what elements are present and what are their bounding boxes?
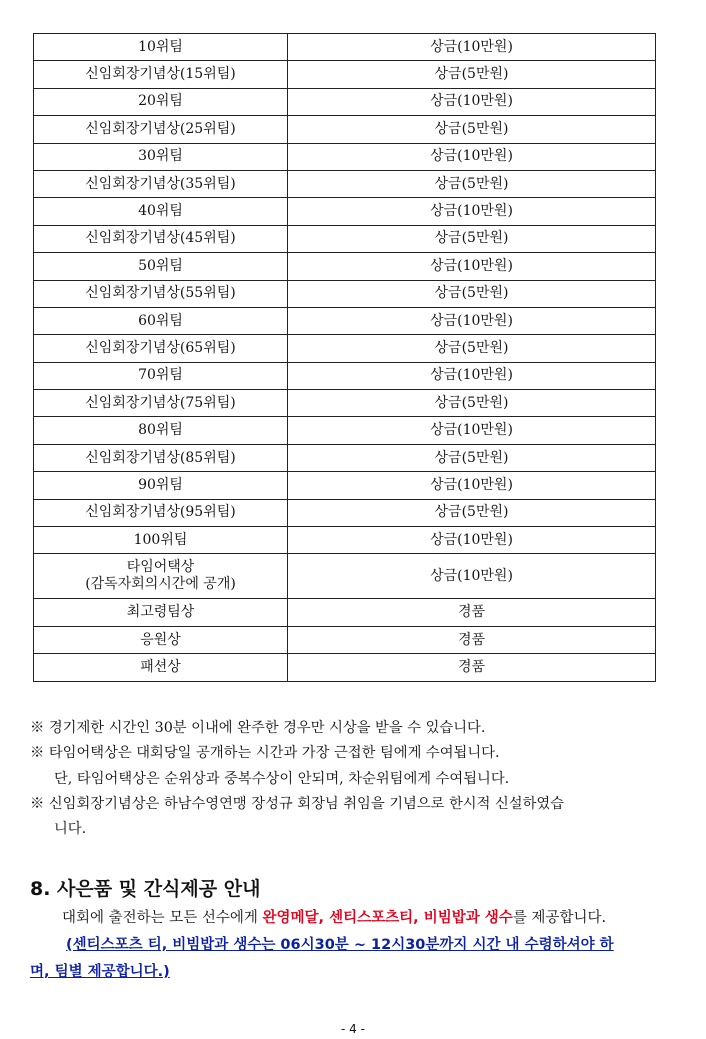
category-cell: 패션상 xyxy=(34,654,288,681)
table-row xyxy=(34,335,656,362)
table-row-time-attack xyxy=(34,554,656,599)
note-time-limit: ※ 경기제한 시간인 30분 이내에 완주한 경우만 시상을 받을 수 있습니다. xyxy=(30,720,486,736)
category-cell xyxy=(34,554,288,599)
table-row xyxy=(34,626,656,653)
prize-cell: 상금(5만원) xyxy=(288,390,656,417)
pickup-note-line1 xyxy=(30,932,680,959)
gift-text-start: 대회에 출전하는 모든 선수에게 xyxy=(62,910,263,926)
table-row xyxy=(34,198,656,225)
table-row xyxy=(34,253,656,280)
category-cell: 최고령팀상 xyxy=(34,599,288,626)
category-cell: 70위팀 xyxy=(34,362,288,389)
prize-cell: 경품 xyxy=(288,626,656,653)
pickup-note-line2 xyxy=(30,959,680,986)
table-row xyxy=(34,527,656,554)
table-row xyxy=(34,307,656,334)
category-cell: 신임회장기념상(35위팀) xyxy=(34,170,288,197)
table-row xyxy=(34,280,656,307)
category-cell: 80위팀 xyxy=(34,417,288,444)
pickup-note-text2: 며, 팀별 제공합니다.) xyxy=(30,964,170,980)
prize-cell: 상금(5만원) xyxy=(288,225,656,252)
prize-cell: 상금(10만원) xyxy=(288,307,656,334)
table-row xyxy=(34,143,656,170)
category-cell: 신임회장기념상(15위팀) xyxy=(34,61,288,88)
time-attack-note: (감독자회의시간에 공개) xyxy=(85,576,236,593)
notes-block xyxy=(30,716,680,842)
table-row xyxy=(34,225,656,252)
category-cell: 신임회장기념상(65위팀) xyxy=(34,335,288,362)
category-cell: 100위팀 xyxy=(34,527,288,554)
prize-cell: 상금(10만원) xyxy=(288,253,656,280)
prize-cell: 상금(10만원) xyxy=(288,472,656,499)
table-row xyxy=(34,417,656,444)
category-cell: 30위팀 xyxy=(34,143,288,170)
prize-cell: 상금(10만원) xyxy=(288,417,656,444)
prize-cell: 상금(5만원) xyxy=(288,280,656,307)
category-cell: 신임회장기념상(75위팀) xyxy=(34,390,288,417)
table-row xyxy=(34,599,656,626)
prize-cell: 상금(5만원) xyxy=(288,499,656,526)
category-cell: 신임회장기념상(55위팀) xyxy=(34,280,288,307)
gift-text-end: 를 제공합니다. xyxy=(512,910,607,926)
prize-cell: 상금(5만원) xyxy=(288,444,656,471)
table-row xyxy=(34,362,656,389)
category-cell: 40위팀 xyxy=(34,198,288,225)
table-row xyxy=(34,170,656,197)
prize-cell: 상금(10만원) xyxy=(288,143,656,170)
prize-cell: 상금(10만원) xyxy=(288,198,656,225)
note-president-award: ※ 신임회장기념상은 하남수영연맹 장성규 회장님 취임을 기념으로 한시적 신설하였습 xyxy=(30,795,565,812)
category-cell: 50위팀 xyxy=(34,253,288,280)
table-row xyxy=(34,472,656,499)
table-row xyxy=(34,390,656,417)
prize-cell: 상금(5만원) xyxy=(288,170,656,197)
prize-cell: 경품 xyxy=(288,654,656,681)
category-cell: 90위팀 xyxy=(34,472,288,499)
prize-cell: 상금(5만원) xyxy=(288,116,656,143)
prize-table xyxy=(33,33,656,682)
prize-cell: 경품 xyxy=(288,599,656,626)
table-row xyxy=(34,34,656,61)
prize-cell: 상금(10만원) xyxy=(288,527,656,554)
section-heading: 8. 사은품 및 간식제공 안내 xyxy=(30,878,261,900)
gift-line xyxy=(30,905,680,932)
table-row xyxy=(34,88,656,115)
gift-paragraph xyxy=(30,905,680,986)
category-cell: 60위팀 xyxy=(34,307,288,334)
table-row xyxy=(34,444,656,471)
prize-cell: 상금(5만원) xyxy=(288,61,656,88)
category-cell: 신임회장기념상(85위팀) xyxy=(34,444,288,471)
page-number: - 4 - xyxy=(341,1022,365,1036)
pickup-note-text1: (센티스포츠 티, 비빔밥과 생수는 06시30분 ~ 12시30분까지 시간 내 수령하셔야 하 xyxy=(66,937,614,953)
category-cell: 10위팀 xyxy=(34,34,288,61)
category-cell: 응원상 xyxy=(34,626,288,653)
note-time-attack-detail: 단, 타임어택상은 순위상과 중복수상이 안되며, 차순위팀에게 수여됩니다. xyxy=(54,770,510,787)
time-attack-title: 타임어택상 xyxy=(126,559,195,576)
category-cell: 신임회장기념상(45위팀) xyxy=(34,225,288,252)
note-time-attack: ※ 타임어택상은 대회당일 공개하는 시간과 가장 근접한 팀에게 수여됩니다. xyxy=(30,745,500,762)
note-president-award-cont: 니다. xyxy=(54,821,87,838)
table-row xyxy=(34,654,656,681)
prize-cell: 상금(5만원) xyxy=(288,335,656,362)
table-row xyxy=(34,499,656,526)
prize-cell: 상금(10만원) xyxy=(288,34,656,61)
prize-cell: 상금(10만원) xyxy=(288,554,656,599)
gift-items-highlight: 완영메달, 센티스포츠티, 비빔밥과 생수 xyxy=(262,910,513,926)
table-row xyxy=(34,61,656,88)
category-cell: 신임회장기념상(25위팀) xyxy=(34,116,288,143)
prize-cell: 상금(10만원) xyxy=(288,88,656,115)
table-row xyxy=(34,116,656,143)
category-cell: 20위팀 xyxy=(34,88,288,115)
prize-cell: 상금(10만원) xyxy=(288,362,656,389)
category-cell: 신임회장기념상(95위팀) xyxy=(34,499,288,526)
